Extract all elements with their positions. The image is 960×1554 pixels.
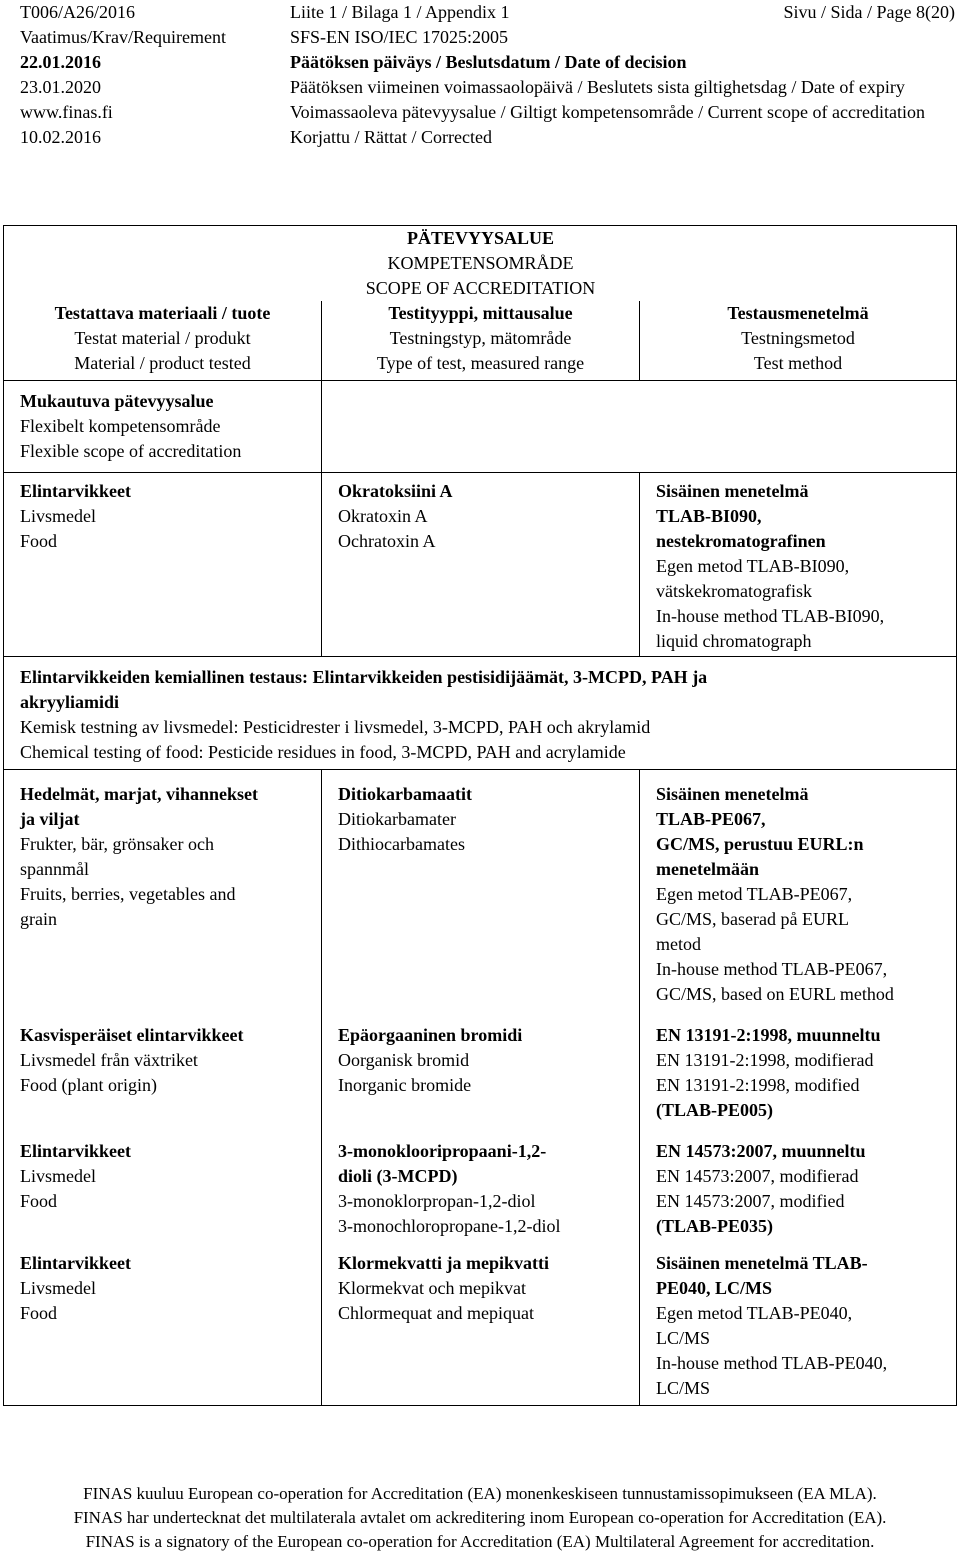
header-row-5: [20, 100, 955, 125]
material-cell: Hedelmät, marjat, vihannekset ja viljat Frukter, bär, grönsaker och spannmål Fruits, berries, vegetables and grain: [4, 770, 322, 1020]
scope-title-sv: KOMPETENSOMRÅDE: [387, 253, 574, 273]
method-cell: Sisäinen menetelmä TLAB- PE040, LC/MS Egen metod TLAB-PE040, LC/MS In-house method TLAB-PE040, LC/MS: [640, 1247, 957, 1406]
page-number: Sivu / Sida / Page 8(20): [783, 2, 955, 22]
scope-table: [3, 225, 957, 1406]
expiry-date-label: Päätöksen viimeinen voimassaolopäivä / Beslutets sista giltighetsdag / Date of expiry: [290, 77, 905, 97]
current-scope-label: Voimassaoleva pätevyysalue / Giltigt kompetensområde / Current scope of accreditation: [290, 102, 925, 122]
flexible-scope-row: [4, 381, 957, 473]
corrected-label: Korjattu / Rättat / Corrected: [290, 127, 492, 147]
footer-en: FINAS is a signatory of the European co-operation for Accreditation (EA) Multilateral Agreement for accreditation.: [85, 1532, 875, 1551]
test-type-cell: Klormekvatti ja mepikvatti Klormekvat och mepikvat Chlormequat and mepiquat: [322, 1247, 640, 1406]
test-type-cell: Okratoksiini A Okratoxin A Ochratoxin A: [322, 473, 640, 657]
column-header-row: [4, 301, 957, 381]
document-code: T006/A26/2016: [20, 2, 135, 22]
table-row-3-mcpd: [4, 1131, 957, 1247]
method-cell: EN 13191-2:1998, muunneltu EN 13191-2:1998, modifierad EN 13191-2:1998, modified (TLAB-PE005): [640, 1019, 957, 1131]
requirement-standard: SFS-EN ISO/IEC 17025:2005: [290, 27, 509, 47]
header-row-1: [20, 0, 955, 25]
material-cell: Elintarvikkeet Livsmedel Food: [4, 1131, 322, 1247]
scope-title-fi: PÄTEVYYSALUE: [406, 228, 555, 248]
table-row-dithiocarbamates: [4, 770, 957, 1020]
expiry-date: 23.01.2020: [20, 77, 101, 97]
scope-title-row: [4, 226, 957, 302]
column-header-method: Testausmenetelmä Testningsmetod Test method: [640, 301, 957, 381]
header-row-3: [20, 50, 955, 75]
scope-title: [322, 226, 640, 302]
test-type-cell: 3-monoklooripropaani-1,2- dioli (3-MCPD) 3-monoklorpropan-1,2-diol 3-monochloropropane-1,2-diol: [322, 1131, 640, 1247]
header-row-4: [20, 75, 955, 100]
scope-title-en: SCOPE OF ACCREDITATION: [365, 278, 596, 298]
material-cell: Kasvisperäiset elintarvikkeet Livsmedel från växtriket Food (plant origin): [4, 1019, 322, 1131]
test-type-cell: Epäorgaaninen bromidi Oorganisk bromid Inorganic bromide: [322, 1019, 640, 1131]
decision-date: 22.01.2016: [20, 52, 101, 72]
table-row-chlormequat: [4, 1247, 957, 1406]
footer-sv: FINAS har undertecknat det multilaterala avtalet om ackreditering inom European co-operation for Accreditation (EA).: [73, 1508, 887, 1527]
method-cell: Sisäinen menetelmä TLAB-BI090, nestekromatografinen Egen metod TLAB-BI090, vätskekromatografisk In-house method TLAB-BI090, liquid chromatograph: [640, 473, 957, 657]
requirement-label: Vaatimus/Krav/Requirement: [20, 27, 226, 47]
document-footer: [10, 1482, 950, 1554]
decision-date-label: Päätöksen päiväys / Beslutsdatum / Date of decision: [290, 52, 687, 72]
material-cell: Elintarvikkeet Livsmedel Food: [4, 473, 322, 657]
section-heading-row: [4, 657, 957, 770]
material-cell: Elintarvikkeet Livsmedel Food: [4, 1247, 322, 1406]
document-header: [20, 0, 955, 150]
header-row-2: [20, 25, 955, 50]
website-link[interactable]: www.finas.fi: [20, 102, 113, 122]
corrected-date: 10.02.2016: [20, 127, 101, 147]
column-header-material: Testattava materiaali / tuote Testat material / produkt Material / product tested: [4, 301, 322, 381]
flexible-scope-cell: Mukautuva pätevyysalue Flexibelt kompetensområde Flexible scope of accreditation: [4, 381, 322, 473]
test-type-cell: Ditiokarbamaatit Ditiokarbamater Dithiocarbamates: [322, 770, 640, 1020]
table-row-bromide: [4, 1019, 957, 1131]
table-row-ochratoxin: [4, 473, 957, 657]
appendix-label: Liite 1 / Bilaga 1 / Appendix 1: [290, 2, 510, 22]
method-cell: EN 14573:2007, muunneltu EN 14573:2007, modifierad EN 14573:2007, modified (TLAB-PE035): [640, 1131, 957, 1247]
method-cell: Sisäinen menetelmä TLAB-PE067, GC/MS, perustuu EURL:n menetelmään Egen metod TLAB-PE067, GC/MS, baserad på EURL metod In-house method TLAB-PE067, GC/MS, based on EURL method: [640, 770, 957, 1020]
footer-fi: FINAS kuuluu European co-operation for Accreditation (EA) monenkeskiseen tunnustamissopimukseen (EA MLA).: [83, 1484, 877, 1503]
column-header-test-type: Testityyppi, mittausalue Testningstyp, mätområde Type of test, measured range: [322, 301, 640, 381]
header-row-6: [20, 125, 955, 150]
section-heading: Elintarvikkeiden kemiallinen testaus: Elintarvikkeiden pestisidijäämät, 3-MCPD, PAH ja akryyliamidi Kemisk testning av livsmedel: Pesticidrester i livsmedel, 3-MCPD, PAH och akrylamid Chemical testing of food: Pesticide residues in food, 3-MCPD, PAH and acrylamide: [4, 657, 957, 770]
